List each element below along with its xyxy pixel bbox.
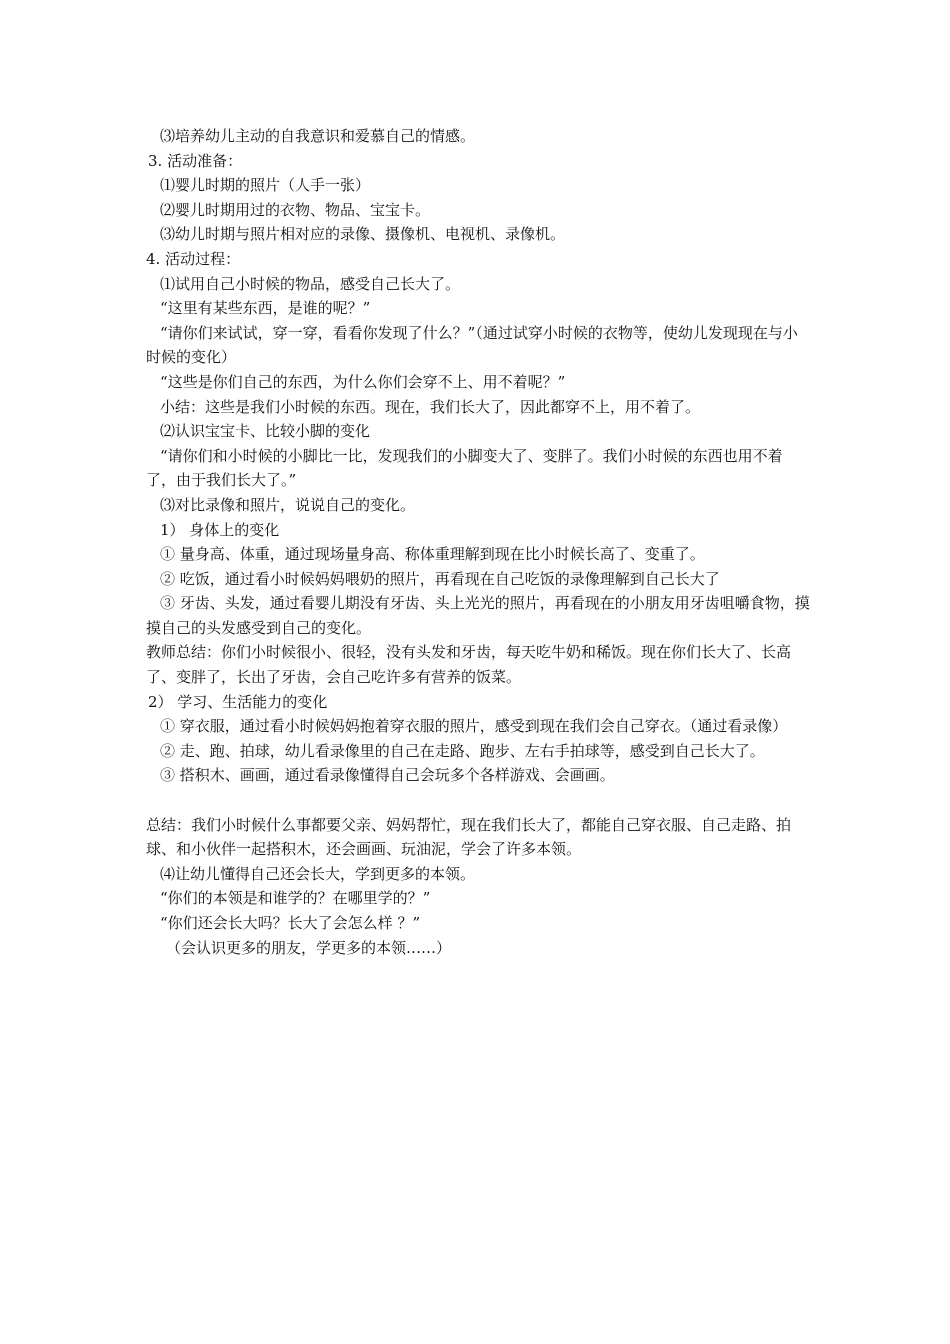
body-change-item-1: ① 量身高、体重，通过现场量身高、称体重理解到现在比小时候长高了、变重了。: [160, 545, 705, 564]
body-change-item-2: ② 吃饭，通过看小时候妈妈喂奶的照片，再看现在自己吃饭的录像理解到自己长大了: [160, 569, 720, 588]
body-change-item-3: ③ 牙齿、头发，通过看婴儿期没有牙齿、头上光光的照片，再看现在的小朋友用牙齿咀嚼食物，摸摸自己的头发感受到自己的变化。: [146, 594, 810, 637]
process-step-4: ⑷让幼儿懂得自己还会长大，学到更多的本领。: [160, 864, 476, 883]
summary-line: 小结：这些是我们小时候的东西。现在，我们长大了，因此都穿不上，用不着了。: [160, 397, 701, 416]
prep-item-3: ⑶幼儿时期与照片相对应的录像、摄像机、电视机、录像机。: [160, 225, 566, 244]
ability-change-item-3: ③ 搭积木、画画，通过看录像懂得自己会玩多个各样游戏、会画画。: [160, 766, 615, 785]
heading-activity-preparation: 3. 活动准备：: [148, 151, 243, 170]
prep-item-2: ⑵婴儿时期用过的衣物、物品、宝宝卡。: [160, 200, 431, 219]
ability-change-item-2: ② 走、跑、拍球，幼儿看录像里的自己在走路、跑步、左右手拍球等，感受到自己长大了。: [160, 741, 765, 760]
prep-item-1: ⑴婴儿时期的照片（人手一张）: [160, 176, 371, 195]
paragraph-goal-3: ⑶培养幼儿主动的自我意识和爱慕自己的情感。: [160, 127, 476, 145]
process-step-3: ⑶对比录像和照片，说说自己的变化。: [160, 495, 416, 514]
dialogue-line: “这些是你们自己的东西，为什么你们会穿不上、用不着呢？”: [160, 372, 566, 391]
dialogue-line: “你们还会长大吗？长大了会怎么样 ？”: [160, 914, 421, 932]
ability-change-item-1: ① 穿衣服，通过看小时候妈妈抱着穿衣服的照片，感受到现在我们会自己穿衣。（通过看录像）: [160, 717, 788, 736]
process-step-2: ⑵认识宝宝卡、比较小脚的变化: [160, 422, 371, 441]
blank-line: [146, 788, 810, 813]
heading-activity-process: 4. 活动过程：: [146, 249, 241, 268]
dialogue-line: “你们的本领是和谁学的？在哪里学的？”: [160, 889, 431, 908]
overall-summary: 总结：我们小时候什么事都要父亲、妈妈帮忙，现在我们长大了，都能自己穿衣服、自己走路、拍球、和小伙伴一起搭积木，还会画画、玩油泥，学会了许多本领。: [146, 815, 792, 859]
dialogue-line-wrapped: “请你们和小时候的小脚比一比，发现我们的小脚变大了、变胖了。我们小时候的东西也用不着了，由于我们长大了。”: [146, 446, 783, 490]
dialogue-line: “这里有某些东西，是谁的呢？”: [160, 299, 371, 318]
subheading-body-changes: 1） 身体上的变化: [160, 520, 280, 539]
teacher-summary: 教师总结：你们小时候很小、很轻，没有头发和牙齿，每天吃牛奶和稀饭。现在你们长大了、长高了、变胖了，长出了牙齿，会自己吃许多有营养的饭菜。: [146, 643, 792, 687]
dialogue-line-wrapped: “请你们来试试，穿一穿，看看你发现了什么？”（通过试穿小时候的衣物等，使幼儿发现现在与小时候的变化）: [146, 323, 798, 367]
closing-note: （会认识更多的朋友，学更多的本领……）: [166, 938, 452, 957]
subheading-ability-changes: 2） 学习、生活能力的变化: [148, 692, 328, 711]
process-step-1: ⑴试用自己小时候的物品，感受自己长大了。: [160, 274, 461, 293]
document-body: [146, 124, 810, 960]
